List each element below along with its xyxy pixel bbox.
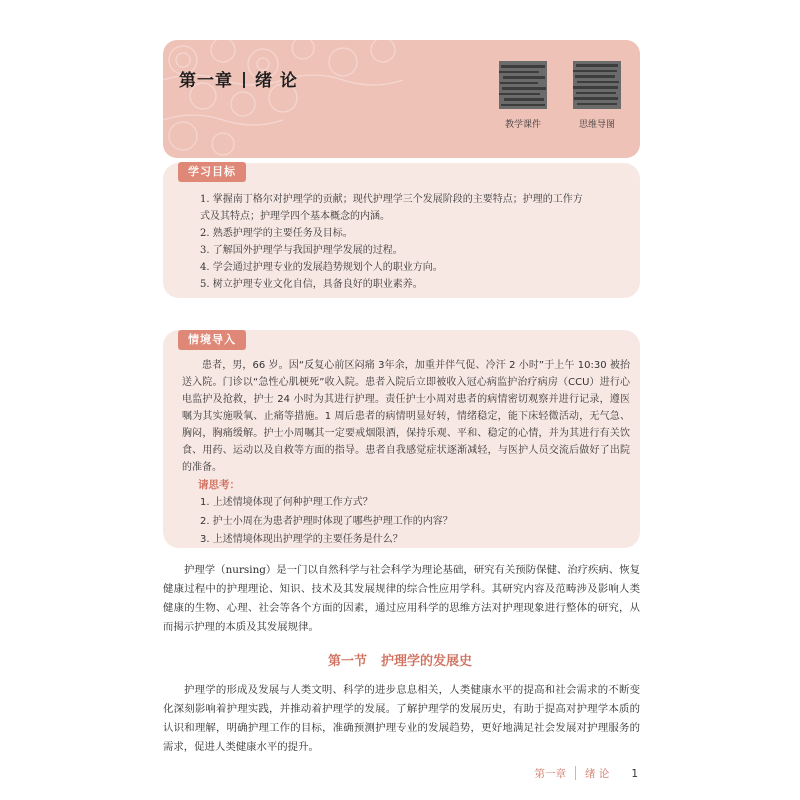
case-text: 患者，男，66 岁。因“反复心前区闷痛 3年余，加重并伴气促、冷汗 2 小时”于上午 10:30 被抬送入院。门诊以“急性心肌梗死”收入院。患者入院后立即被收入冠心病监护治疗病房（CCU）进行心电监护及抢救，护士 24 小时为其进行护理。责任护士小周对患者的病情密切观察并进行记录，遵医嘱为其实施吸氧、止痛等措施。1 周后患者的病情明显好转，情绪稳定，能下床轻微活动，无气急、胸闷，胸痛缓解。护士小周嘱其一定要戒烟限酒，保持乐观、平和、稳定的心情，并为其进行有关饮食、用药、运动以及自救等方面的指导。患者自我感觉症状逐渐减轻，与医护人员交流后做好了出院的准备。 <box>182 360 630 473</box>
think-title: 请思考： <box>198 479 240 491</box>
goal-item: 3. 了解国外护理学与我国护理学发展的过程。 <box>200 245 403 256</box>
goal-item: 4. 学会通过护理专业的发展趋势规划个人的职业方向。 <box>200 262 443 273</box>
qr-label-mindmap: 思维导图 <box>578 120 615 130</box>
question-list <box>200 494 453 550</box>
history-paragraph: 护理学的形成及发展与人类文明、科学的进步息息相关，人类健康水平的提高和社会需求的不断变化深刻影响着护理实践，并推动着护理学的发展。了解护理学的发展历史，有助于提高对护理学本质的认识和理解，明确护理工作的目标，准确预测护理专业的发展趋势，更好地满足社会发展对护理服务的需求，促进人类健康水平的提升。 <box>163 684 640 753</box>
learning-goals-tag: 学习目标 <box>178 162 246 182</box>
qr-label-courseware: 教学课件 <box>504 120 541 130</box>
goal-item: 1. 掌握南丁格尔对护理学的贡献；现代护理学三个发展阶段的主要特点；护理的工作方 <box>200 194 583 205</box>
case-intro-tag: 情境导入 <box>178 330 246 350</box>
question-item: 2. 护士小周在为患者护理时体现了哪些护理工作的内容？ <box>200 515 453 527</box>
chapter-header <box>163 40 640 158</box>
chapter-name: 绪 论 <box>255 71 298 91</box>
footer-divider <box>575 766 576 780</box>
title-divider <box>243 72 245 88</box>
goal-item: 2. 熟悉护理学的主要任务及目标。 <box>200 228 353 239</box>
qr-code-icon[interactable] <box>499 61 547 109</box>
learning-goals-list <box>200 191 625 293</box>
page-number: 1 <box>631 768 638 780</box>
section-label: 第一节 <box>327 654 367 669</box>
chapter-title <box>179 66 298 91</box>
goal-item: 5. 树立护理专业文化自信，具备良好的职业素养。 <box>200 279 423 290</box>
question-item: 3. 上述情境体现出护理学的主要任务是什么？ <box>200 534 403 545</box>
qr-code-icon[interactable] <box>573 61 621 109</box>
intro-paragraph: 护理学（nursing）是一门以自然科学与社会科学为理论基础，研究有关预防保健、治疗疾病、恢复健康过程中的护理理论、知识、技术及其发展规律的综合性应用学科。其研究内容及范畴涉及影响人类健康的生物、心理、社会等各个方面的因素，通过应用科学的思维方法对护理现象进行整体的研究，从而揭示护理的本质及其发展规律。 <box>163 564 640 633</box>
goal-item: 式及其特点；护理学四个基本概念的内涵。 <box>200 211 390 222</box>
footer-chapter-name: 绪 论 <box>584 768 610 780</box>
chapter-label: 第一章 <box>179 71 233 91</box>
question-item: 1. 上述情境体现了何种护理工作方式？ <box>200 497 373 508</box>
section-title <box>0 650 800 669</box>
footer-chapter: 第一章 <box>534 768 566 780</box>
page-footer <box>534 766 638 781</box>
floral-pattern <box>163 40 423 158</box>
section-name: 护理学的发展史 <box>381 654 473 669</box>
